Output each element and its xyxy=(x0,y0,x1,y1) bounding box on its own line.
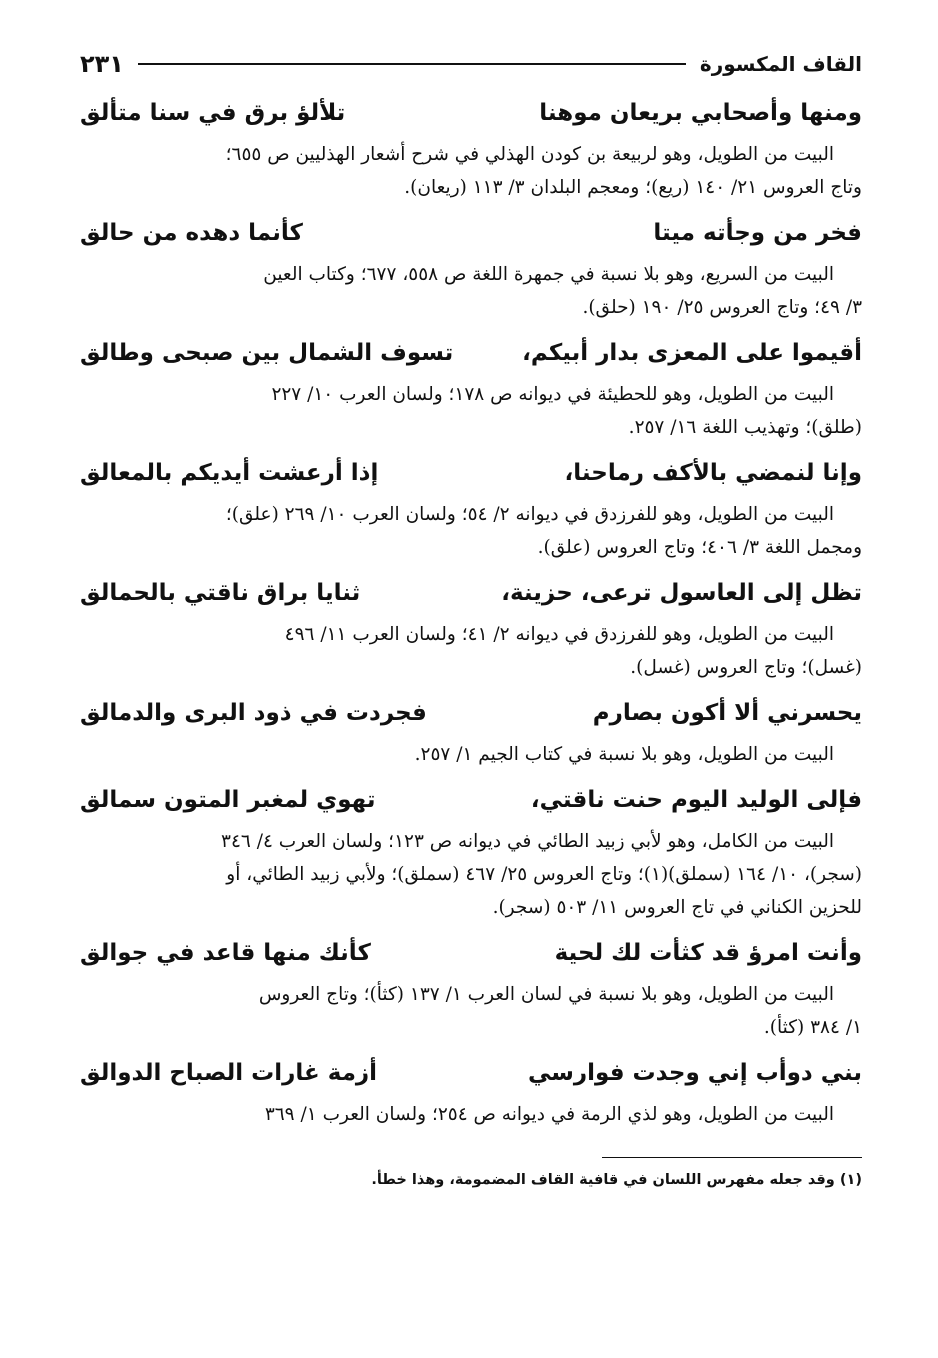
verse-line xyxy=(80,330,862,376)
verse-entry xyxy=(80,777,862,924)
verse-second-hemistich: كأنما دهده من حالق xyxy=(80,220,303,246)
verse-note xyxy=(80,618,862,684)
note-line: البيت من الطويل، وهو للحطيئة في ديوانه ص ١٧٨؛ ولسان العرب ١٠/ ٢٢٧ xyxy=(271,384,834,405)
verse-line xyxy=(80,90,862,136)
verse-first-hemistich: يحسرني ألا أكون بصارم xyxy=(592,700,862,726)
note-line: البيت من الطويل، وهو بلا نسبة في لسان العرب ١/ ١٣٧ (كثأ)؛ وتاج العروس xyxy=(258,984,834,1005)
verse-line xyxy=(80,570,862,616)
verse-note xyxy=(80,258,862,324)
running-title: القاف المكسورة xyxy=(699,52,862,76)
note-line: البيت من الطويل، وهو للفرزدق في ديوانه ٢/ ٤١؛ ولسان العرب ١١/ ٤٩٦ xyxy=(284,624,834,645)
verse-note xyxy=(80,1098,862,1131)
verse-line xyxy=(80,210,862,256)
note-line: ١/ ٣٨٤ (كثأ). xyxy=(763,1017,862,1038)
entries xyxy=(80,90,862,1131)
note-line: البيت من السريع، وهو بلا نسبة في جمهرة اللغة ص ٥٥٨، ٦٧٧؛ وكتاب العين xyxy=(263,264,834,285)
verse-second-hemistich: أزمة غارات الصباح الدوالق xyxy=(80,1060,378,1086)
page-number: ٢٣١ xyxy=(80,50,124,78)
note-line: وتاج العروس ٢١/ ١٤٠ (ريع)؛ ومعجم البلدان ٣/ ١١٣ (ريعان). xyxy=(404,177,862,198)
footnote-rule xyxy=(602,1157,862,1158)
note-line: البيت من الطويل، وهو لربيعة بن كودن الهذلي في شرح أشعار الهذليين ص ٦٥٥؛ xyxy=(225,144,834,165)
verse-note xyxy=(80,498,862,564)
verse-entry xyxy=(80,450,862,564)
verse-note xyxy=(80,138,862,204)
verse-first-hemistich: فإلى الوليد اليوم حنت ناقتي، xyxy=(530,787,862,813)
verse-first-hemistich: فخر من وجأته ميتا xyxy=(653,220,862,246)
verse-second-hemistich: تهوي لمغبر المتون سمالق xyxy=(80,787,376,813)
verse-note xyxy=(80,978,862,1044)
note-line: ٣/ ٤٩؛ وتاج العروس ٢٥/ ١٩٠ (حلق). xyxy=(582,297,862,318)
footnote: (١) وقد جعله مفهرس اللسان في قافية القاف المضمومة، وهذا خطأ. xyxy=(371,1172,862,1188)
verse-note xyxy=(80,738,862,771)
verse-entry xyxy=(80,930,862,1044)
note-line: (سجر)، ١٠/ ١٦٤ (سملق)(١)؛ وتاج العروس ٢٥/ ٤٦٧ (سملق)؛ ولأبي زبيد الطائي، أو xyxy=(226,864,862,885)
note-line: للحزين الكناني في تاج العروس ١١/ ٥٠٣ (سجر). xyxy=(492,897,862,918)
verse-entry xyxy=(80,210,862,324)
verse-line xyxy=(80,930,862,976)
verse-first-hemistich: أقيموا على المعزى بدار أبيكم، xyxy=(522,340,862,366)
verse-first-hemistich: بني دوأب إني وجدت فوارسي xyxy=(528,1060,862,1086)
verse-second-hemistich: كأنك منها قاعد في جوالق xyxy=(80,940,371,966)
verse-second-hemistich: فجردت في ذود البرى والدمالق xyxy=(80,700,427,726)
verse-first-hemistich: وأنت امرؤ قد كثأت لك لحية xyxy=(554,940,862,966)
note-line: البيت من الكامل، وهو لأبي زبيد الطائي في ديوانه ص ١٢٣؛ ولسان العرب ٤/ ٣٤٦ xyxy=(221,831,834,852)
verse-entry xyxy=(80,1050,862,1131)
verse-line xyxy=(80,777,862,823)
note-line: (غسل)؛ وتاج العروس (غسل). xyxy=(630,657,862,678)
verse-note xyxy=(80,825,862,924)
page xyxy=(80,44,862,1192)
verse-second-hemistich: تسوف الشمال بين صبحى وطالق xyxy=(80,340,454,366)
verse-line xyxy=(80,1050,862,1096)
verse-note xyxy=(80,378,862,444)
verse-entry xyxy=(80,90,862,204)
verse-entry xyxy=(80,570,862,684)
verse-first-hemistich: تظل إلى العاسول ترعى، حزينة، xyxy=(501,580,862,606)
note-line: البيت من الطويل، وهو بلا نسبة في كتاب الجيم ١/ ٢٥٧. xyxy=(414,744,834,765)
verse-entry xyxy=(80,330,862,444)
verse-line xyxy=(80,690,862,736)
note-line: البيت من الطويل، وهو للفرزدق في ديوانه ٢/ ٥٤؛ ولسان العرب ١٠/ ٢٦٩ (علق)؛ xyxy=(225,504,834,525)
note-line: ومجمل اللغة ٣/ ٤٠٦؛ وتاج العروس (علق). xyxy=(537,537,862,558)
verse-second-hemistich: ثنايا براق ناقتي بالحمالق xyxy=(80,580,361,606)
page-header xyxy=(80,44,862,84)
verse-entry xyxy=(80,690,862,771)
verse-second-hemistich: إذا أرعشت أيديكم بالمعالق xyxy=(80,460,379,486)
note-line: البيت من الطويل، وهو لذي الرمة في ديوانه ص ٢٥٤؛ ولسان العرب ١/ ٣٦٩ xyxy=(264,1104,834,1125)
verse-first-hemistich: وإنا لنمضي بالأكف رماحنا، xyxy=(564,460,862,486)
note-line: (طلق)؛ وتهذيب اللغة ١٦/ ٢٥٧. xyxy=(628,417,862,438)
verse-first-hemistich: ومنها وأصحابي بريعان موهنا xyxy=(539,100,862,126)
header-rule xyxy=(138,63,686,65)
verse-line xyxy=(80,450,862,496)
verse-second-hemistich: تلألؤ برق في سنا متألق xyxy=(80,100,346,126)
